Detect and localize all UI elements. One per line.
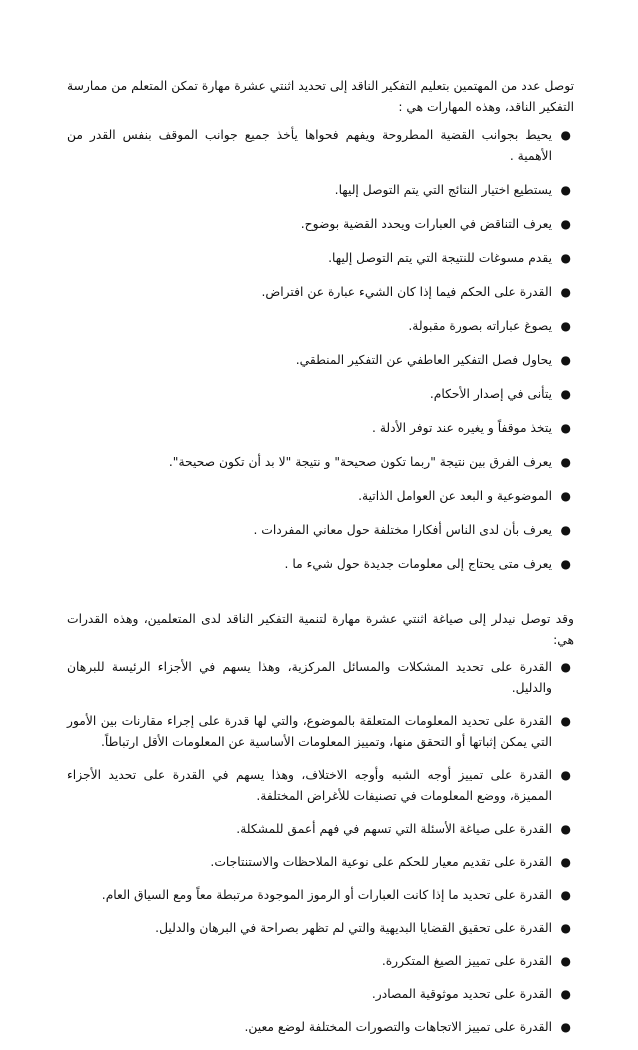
bullet-icon: ● <box>560 128 571 142</box>
list-item-text: القدرة على الحكم فيما إذا كان الشيء عبارة عن افتراض. <box>261 285 552 299</box>
list-item <box>67 711 574 753</box>
list-item-text: القدرة على تحديد المعلومات المتعلقة بالموضوع، والتي لها قدرة على إجراء مقارنات بين الأمور التي يمكن إثباتها أو التحقق منها، وتمييز المعلومات الأساسية عن المعلومات الأقل ارتباطاً. <box>67 714 552 749</box>
bullet-icon: ● <box>560 353 571 367</box>
list-item-text: الموضوعية و البعد عن العوامل الذاتية. <box>358 489 552 503</box>
bullet-icon: ● <box>560 714 571 728</box>
bullet-icon: ● <box>560 954 571 968</box>
document-page <box>67 76 574 1050</box>
list-item <box>67 452 574 473</box>
bullet-icon: ● <box>560 921 571 935</box>
list-item-text: القدرة على تمييز الاتجاهات والتصورات المختلفة لوضع معين. <box>244 1020 552 1034</box>
list-item-text: يعرف التناقض في العبارات ويحدد القضية بوضوح. <box>300 217 552 231</box>
list-item-text: القدرة على تحقيق القضايا البديهية والتي لم تظهر بصراحة في البرهان والدليل. <box>155 921 552 935</box>
bullet-icon: ● <box>560 822 571 836</box>
bullet-icon: ● <box>560 660 571 674</box>
list-item-text: القدرة على تحديد موثوقية المصادر. <box>371 987 552 1001</box>
bullet-icon: ● <box>560 251 571 265</box>
list-item <box>67 819 574 840</box>
list-item-text: يعرف متى يحتاج إلى معلومات جديدة حول شيء ما . <box>284 557 552 571</box>
list-item <box>67 418 574 439</box>
bullet-icon: ● <box>560 319 571 333</box>
list-item-text: يستطيع اختيار النتائج التي يتم التوصل إليها. <box>334 183 552 197</box>
list-item-text: يعرف بأن لدى الناس أفكارا مختلفة حول معاني المفردات . <box>253 523 552 537</box>
bullet-icon: ● <box>560 217 571 231</box>
list-item <box>67 248 574 269</box>
list-item-text: القدرة على تقديم معيار للحكم على نوعية الملاحظات والاستنتاجات. <box>210 855 552 869</box>
skills-list <box>67 125 574 575</box>
list-item-text: يقدم مسوغات للنتيجة التي يتم التوصل إليها. <box>328 251 552 265</box>
list-item <box>67 316 574 337</box>
bullet-icon: ● <box>560 523 571 537</box>
list-item <box>67 657 574 699</box>
list-item <box>67 1017 574 1038</box>
bullet-icon: ● <box>560 1020 571 1034</box>
list-item <box>67 984 574 1005</box>
list-item <box>67 180 574 201</box>
bullet-icon: ● <box>560 888 571 902</box>
list-item-text: يحاول فصل التفكير العاطفي عن التفكير المنطقي. <box>295 353 552 367</box>
bullet-icon: ● <box>560 183 571 197</box>
list-item <box>67 125 574 167</box>
list-item-text: القدرة على تحديد المشكلات والمسائل المركزية، وهذا يسهم في الأجزاء الرئيسة للبرهان والدليل. <box>67 660 552 695</box>
bullet-icon: ● <box>560 387 571 401</box>
list-item <box>67 951 574 972</box>
bullet-icon: ● <box>560 855 571 869</box>
bullet-icon: ● <box>560 421 571 435</box>
list-item <box>67 520 574 541</box>
list-item <box>67 554 574 575</box>
list-item <box>67 486 574 507</box>
bullet-icon: ● <box>560 557 571 571</box>
list-item <box>67 384 574 405</box>
intro-paragraph-2: وقد توصل نيدلر إلى صياغة اثنتي عشرة مهارة لتنمية التفكير الناقد لدى المتعلمين، وهذه القدرات هي: <box>67 612 574 647</box>
bullet-icon: ● <box>560 768 571 782</box>
list-item-text: القدرة على تمييز الصيغ المتكررة. <box>381 954 552 968</box>
list-item-text: يتأنى في إصدار الأحكام. <box>429 387 552 401</box>
list-item <box>67 350 574 371</box>
list-item <box>67 918 574 939</box>
list-item-text: يعرف الفرق بين نتيجة "ربما تكون صحيحة" و نتيجة "لا بد أن تكون صحيحة". <box>168 455 552 469</box>
bullet-icon: ● <box>560 455 571 469</box>
list-item-text: القدرة على تمييز أوجه الشبه وأوجه الاختلاف، وهذا يسهم في القدرة على تحديد الأجزاء المميزة، ووضع المعلومات في تصنيفات للأغراض المختلفة. <box>67 768 552 803</box>
list-item-text: القدرة على صياغة الأسئلة التي تسهم في فهم أعمق للمشكلة. <box>236 822 552 836</box>
list-item <box>67 214 574 235</box>
list-item-text: يحيط بجوانب القضية المطروحة ويفهم فحواها يأخذ جميع جوانب الموقف بنفس القدر من الأهمية . <box>67 128 552 163</box>
list-item-text: القدرة على تحديد ما إذا كانت العبارات أو الرموز الموجودة مرتبطة معاً ومع السياق العام. <box>101 888 552 902</box>
bullet-icon: ● <box>560 285 571 299</box>
list-item-text: يتخذ موقفاً و يغيره عند توفر الأدلة . <box>372 421 552 435</box>
list-item-text: يصوغ عباراته بصورة مقبولة. <box>408 319 552 333</box>
abilities-list <box>67 657 574 1038</box>
list-item <box>67 765 574 807</box>
intro-paragraph-1: توصل عدد من المهتمين بتعليم التفكير الناقد إلى تحديد اثنتي عشرة مهارة تمكن المتعلم من ممارسة التفكير الناقد، وهذه المهارات هي : <box>67 79 574 114</box>
list-item <box>67 282 574 303</box>
bullet-icon: ● <box>560 987 571 1001</box>
bullet-icon: ● <box>560 489 571 503</box>
list-item <box>67 852 574 873</box>
